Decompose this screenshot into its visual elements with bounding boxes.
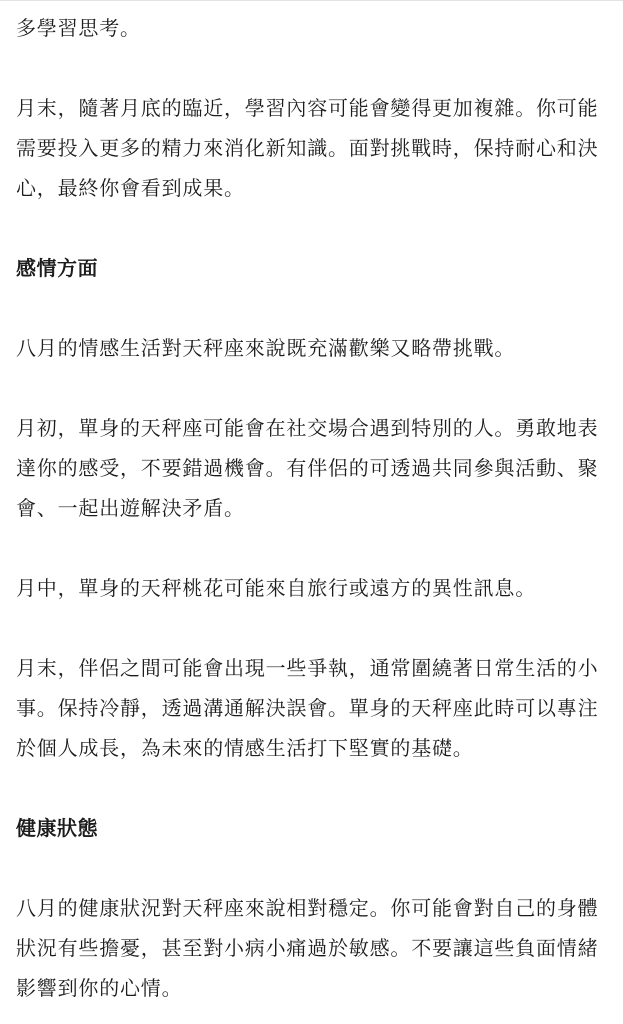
paragraph-spacer: [16, 608, 612, 648]
paragraph-health-intro: 八月的健康狀況對天秤座來說相對穩定。你可能會對自己的身體狀況有些擔憂，甚至對小病小痛過於敏感。不要讓這些負面情緒影響到你的心情。: [16, 896, 599, 1000]
section-heading-love: 感情方面: [16, 256, 98, 280]
article-body: [16, 8, 612, 1008]
paragraph-spacer: [16, 288, 612, 328]
paragraph-spacer: [16, 528, 612, 568]
paragraph-spacer: [16, 768, 612, 808]
paragraph-love-month-start: 月初，單身的天秤座可能會在社交場合遇到特別的人。勇敢地表達你的感受，不要錯過機會。有伴侶的可透過共同參與活動、聚會、一起出遊解決矛盾。: [16, 416, 599, 520]
paragraph-spacer: [16, 368, 612, 408]
paragraph-study-month-end: 月末，隨著月底的臨近，學習內容可能會變得更加複雜。你可能需要投入更多的精力來消化新知識。面對挑戰時，保持耐心和決心，最終你會看到成果。: [16, 96, 599, 200]
paragraph-love-intro: 八月的情感生活對天秤座來說既充滿歡樂又略帶挑戰。: [16, 336, 516, 360]
paragraph-study-end: 多學習思考。: [16, 16, 141, 40]
paragraph-spacer: [16, 848, 612, 888]
paragraph-love-month-end: 月末，伴侶之間可能會出現一些爭執，通常圍繞著日常生活的小事。保持冷靜，透過溝通解決誤會。單身的天秤座此時可以專注於個人成長，為未來的情感生活打下堅實的基礎。: [16, 656, 599, 760]
paragraph-love-mid-month: 月中，單身的天秤桃花可能來自旅行或遠方的異性訊息。: [16, 576, 536, 600]
paragraph-spacer: [16, 208, 612, 248]
top-divider: [0, 0, 623, 1]
section-heading-health: 健康狀態: [16, 816, 98, 840]
paragraph-spacer: [16, 48, 612, 88]
